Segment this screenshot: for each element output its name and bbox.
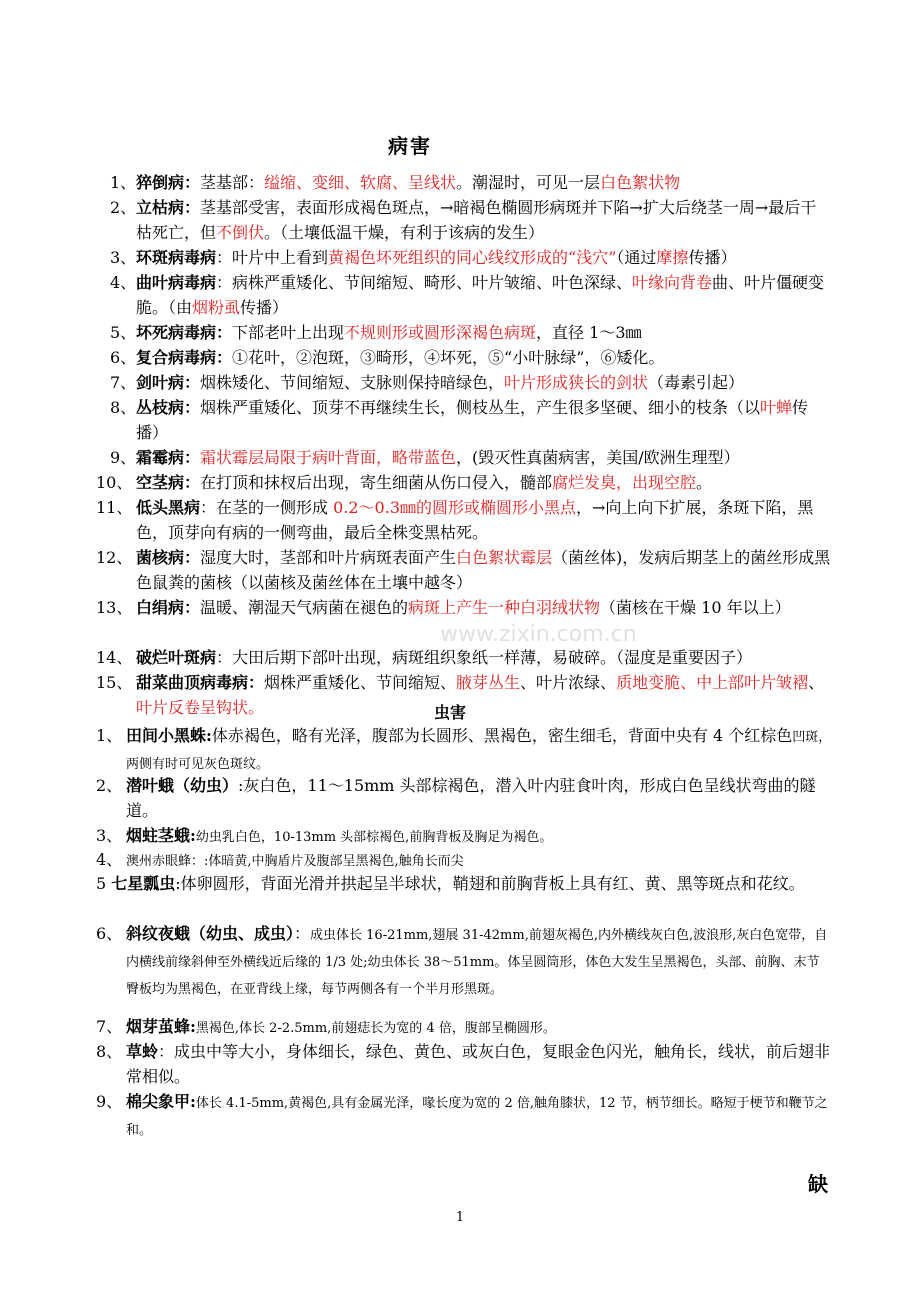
pest-entry: [96, 1014, 832, 1041]
pest-name: 烟芽茧蜂:: [126, 1017, 196, 1036]
description-small-text: 澳州赤眼蜂：:体暗黄,中胸盾片及腹部呈黑褐色,触角长而尖: [126, 854, 464, 869]
entry-text: [96, 871, 832, 896]
pest-entry: [96, 847, 832, 874]
entry-text: [136, 595, 832, 620]
entry-text: [126, 723, 832, 777]
disease-name: 甜菜曲顶病毒病：: [136, 673, 265, 692]
description-text: 在打顶和抹杈后出现，寄生细菌从伤口侵入，髓部: [200, 473, 553, 492]
description-text: :灰白色，11～15mm 头部棕褐色，潜入叶内驻食叶肉，形成白色呈线状弯曲的隧道。: [126, 776, 816, 820]
disease-entry: [96, 645, 832, 670]
entry-text: [136, 445, 832, 470]
description-text: 。潮湿时，可见一层: [456, 173, 601, 192]
entry-number: 2、: [96, 776, 123, 795]
pest-entry: [96, 921, 832, 1002]
description-text: 烟株严重矮化、顶芽不再继续生长，侧枝丛生，产生很多坚硬、细小的枝条（以: [200, 398, 761, 417]
description-text: 曲、叶片僵硬变脆。（由: [136, 273, 825, 317]
entry-text: [136, 345, 832, 370]
pest-entry: [96, 773, 832, 823]
pest-entry: [96, 871, 832, 896]
section-title-pest: 虫害: [433, 703, 466, 722]
pest-name: 田间小黑蛛:: [126, 726, 212, 745]
description-text: ：叶片中上看到: [216, 248, 329, 267]
description-text: （菌核在干燥 10 年以上）: [600, 598, 791, 617]
highlight-text: 白色絮状物: [600, 173, 681, 192]
disease-entry: [110, 270, 832, 320]
highlight-text: 烟粉虱: [192, 298, 241, 317]
description-text: 湿度大时，茎部和叶片病斑表面产生: [200, 548, 457, 567]
description-text: ：成虫中等大小，身体细长，绿色、黄色、或灰白色，复眼金色闪光，触角长，线状，前后翅非常相似。: [126, 1042, 831, 1086]
highlight-text: 黄褐色坏死组织的同心线纹形成的“浅穴”: [328, 248, 617, 267]
description-text: ，直径 1～3㎜: [536, 323, 642, 342]
highlight-text: 白色絮状霉层: [456, 548, 553, 567]
description-text: 、: [808, 673, 825, 692]
entry-number: 1、: [96, 726, 123, 745]
disease-entry: [96, 495, 832, 545]
description-text: 下部老叶上出现: [232, 323, 345, 342]
entry-text: [126, 921, 832, 1002]
entry-number: 13、: [96, 598, 133, 617]
description-text: 烟株严重矮化、节间缩短、: [264, 673, 457, 692]
pest-entry: [96, 1039, 832, 1089]
watermark: www.zixin.com.cn: [440, 622, 637, 647]
section-title-disease: 病害: [388, 134, 432, 158]
pest-entry: [96, 823, 832, 850]
disease-entry: [110, 320, 832, 345]
description-small-text: 黑褐色,体长 2-2.5mm,前翅痣长为宽的 4 倍，腹部呈椭圆形。: [195, 1021, 556, 1036]
entry-text: [126, 1089, 832, 1143]
entry-text: [136, 270, 832, 320]
disease-entry: [96, 545, 832, 595]
disease-name: 剑叶病：: [136, 373, 201, 392]
entry-number: 10、: [96, 473, 133, 492]
description-text: 传播）: [688, 248, 737, 267]
entry-text: [136, 320, 832, 345]
description-text: 。: [696, 473, 713, 492]
entry-text: [126, 773, 832, 823]
highlight-text: 质地变脆、中上部叶片皱褶: [616, 673, 809, 692]
highlight-text: 不规则形或圆形深褐色病斑: [344, 323, 537, 342]
entry-text: [136, 245, 832, 270]
entry-number: 4、: [110, 273, 137, 292]
entry-text: [136, 470, 832, 495]
description-text: 烟株矮化、节间缩短、支脉则保持暗绿色，: [200, 373, 505, 392]
entry-number: 5、: [110, 323, 137, 342]
description-text: 传播）: [136, 398, 809, 442]
disease-name: 菌核病：: [136, 548, 201, 567]
pest-name: 烟蛀茎蛾:: [126, 826, 196, 845]
description-small-text: 成虫体长 16-21mm,翅展 31-42mm,前翅灰褐色,内外横线灰白色,波浪形,灰白色宽带，自内横线前缘斜伸至外横线近后缘的 1/3 处;幼虫体长 38～51mm。体呈圆筒形，体色大发生呈黑褐色，头部、前胸、末节臀板均为黑褐色，在亚背线上缘，每节两侧各有一个半月形黑斑。: [126, 928, 828, 997]
description-text: ：在茎的一侧形成: [200, 498, 334, 517]
highlight-text: 腐烂发臭，出现空腔: [552, 473, 697, 492]
description-text: 、叶片浓绿、: [520, 673, 617, 692]
description-text: :体卵圆形，背面光滑并拱起呈半球状，鞘翅和前胸背板上具有红、黄、黑等斑点和花纹。: [175, 874, 805, 893]
entry-number: 4、: [96, 850, 123, 869]
disease-name: 曲叶病毒病: [136, 273, 217, 292]
disease-entry: [110, 245, 832, 270]
entry-number: 7、: [110, 373, 137, 392]
description-small-text: 幼虫乳白色，10-13mm 头部棕褐色,前胸背板及胸足为褐色。: [195, 830, 553, 845]
entry-text: [136, 645, 832, 670]
disease-name: 猝倒病：: [136, 173, 201, 192]
disease-entry: [110, 395, 832, 445]
entry-number: 5: [96, 874, 112, 893]
highlight-text: 叶缘向背卷: [632, 273, 713, 292]
highlight-text: 霜状霉层局限于病叶背面，略带蓝色: [200, 448, 457, 467]
description-small-text: 体长 4.1-5mm,黄褐色,具有金属光泽，喙长度为宽的 2 倍,触角膝状，12 节，柄节细长。略短于梗节和鞭节之和。: [126, 1096, 828, 1138]
disease-name: 丛枝病：: [136, 398, 201, 417]
highlight-text: 0.2～0.3㎜的圆形或椭圆形小黑点: [333, 498, 577, 517]
description-text: （毒素引起）: [648, 373, 745, 392]
disease-entry: [110, 370, 832, 395]
pest-entry: [96, 723, 832, 777]
description-text: ：大田后期下部叶出现，病斑组织象纸一样薄，易破碎。（湿度是重要因子）: [216, 648, 753, 667]
pest-name: 七星瓢虫: [111, 874, 176, 893]
pest-name: 棉尖象甲:: [126, 1092, 196, 1111]
entry-number: 6、: [110, 348, 137, 367]
disease-name: 环斑病毒病: [136, 248, 217, 267]
highlight-text: 叶蝉: [760, 398, 793, 417]
description-text: 茎基部受害，表面形成褐色斑点，→暗褐色椭圆形病斑并下陷→扩大后绕茎一周→最后干枯死亡，但: [136, 198, 817, 242]
entry-number: 9、: [110, 448, 137, 467]
description-text: ①花叶，②泡斑，③畸形，④坏死，⑤“小叶脉绿”，⑥矮化。: [232, 348, 665, 367]
entry-number: 6、: [96, 924, 123, 943]
disease-name: 坏死病毒病：: [136, 323, 233, 342]
pest-name: 斜纹夜蛾（幼虫、成虫）: [126, 924, 295, 943]
entry-number: 2、: [110, 198, 137, 217]
entry-number: 3、: [110, 248, 137, 267]
description-text: 茎基部：: [200, 173, 265, 192]
description-text: 温暖、潮湿天气病菌在褪色的: [200, 598, 409, 617]
trailing-character: 缺: [808, 1172, 828, 1196]
entry-number: 8、: [96, 1042, 123, 1061]
entry-text: [126, 823, 832, 850]
entry-text: [136, 370, 832, 395]
entry-text: [136, 545, 832, 595]
description-text: （通过: [616, 248, 657, 267]
disease-entry: [110, 445, 832, 470]
disease-entry: [96, 595, 832, 620]
highlight-text: 不倒伏: [216, 223, 265, 242]
entry-number: 3、: [96, 826, 123, 845]
entry-number: 9、: [96, 1092, 123, 1111]
description-text: ，(毁灭性真菌病害，美国/欧洲生理型）: [456, 448, 740, 467]
entry-text: [136, 170, 832, 195]
disease-name: 空茎病：: [136, 473, 201, 492]
entry-text: [126, 1014, 832, 1041]
highlight-text: 腋芽丛生: [456, 673, 521, 692]
disease-name: 复合病毒病：: [136, 348, 233, 367]
description-text: 。（土壤低温干燥，有利于该病的发生）: [264, 223, 545, 242]
page-number: 1: [455, 1210, 465, 1225]
disease-name: 破烂叶斑病: [136, 648, 217, 667]
entry-text: [136, 395, 832, 445]
description-text: （菌丝体)，发病后期茎上的菌丝形成黑色鼠粪的菌核（以菌核及菌丝体在土壤中越冬）: [136, 548, 831, 592]
entry-number: 12、: [96, 548, 133, 567]
pest-name: 草蛉: [126, 1042, 159, 1061]
description-text: 体赤褐色，略有光泽，腹部为长圆形、黑褐色，密生细毛，背面中央有 4 个红棕色: [211, 726, 793, 745]
entry-number: 11、: [96, 498, 133, 517]
disease-name: 白绢病：: [136, 598, 201, 617]
entry-text: [136, 195, 832, 245]
highlight-text: 病斑上产生一种白羽绒状物: [408, 598, 601, 617]
entry-text: [136, 495, 832, 545]
description-text: ，→向上向下扩展，条斑下陷，黑色，顶芽向有病的一侧弯曲，最后全株变黑枯死。: [136, 498, 814, 542]
disease-entry: [110, 170, 832, 195]
pest-name: 潜叶蛾（幼虫）: [126, 776, 239, 795]
entry-number: 8、: [110, 398, 137, 417]
highlight-text: 叶片形成狭长的剑状: [504, 373, 649, 392]
description-text: ：病株严重矮化、节间缩短、畸形、叶片皱缩、叶色深绿、: [216, 273, 633, 292]
disease-name: 立枯病：: [136, 198, 201, 217]
entry-number: 15、: [96, 673, 133, 692]
entry-number: 1、: [110, 173, 137, 192]
pest-entry: [96, 1089, 832, 1143]
entry-text: [126, 847, 832, 874]
description-text: 传播）: [240, 298, 289, 317]
disease-entry: [110, 345, 832, 370]
description-text: ：: [294, 924, 311, 943]
disease-name: 霜霉病：: [136, 448, 201, 467]
description-small-text: 凹斑，两侧有时可见灰色斑纹。: [126, 730, 832, 772]
entry-number: 14、: [96, 648, 133, 667]
disease-entry: [110, 195, 832, 245]
entry-number: 7、: [96, 1017, 123, 1036]
disease-entry: [96, 470, 832, 495]
highlight-text: 叶片反卷呈钩状。: [136, 698, 265, 717]
highlight-text: 缢缩、变细、软腐、呈线状: [264, 173, 457, 192]
entry-text: [126, 1039, 832, 1089]
disease-name: 低头黑病: [136, 498, 201, 517]
highlight-text: 摩擦: [656, 248, 689, 267]
